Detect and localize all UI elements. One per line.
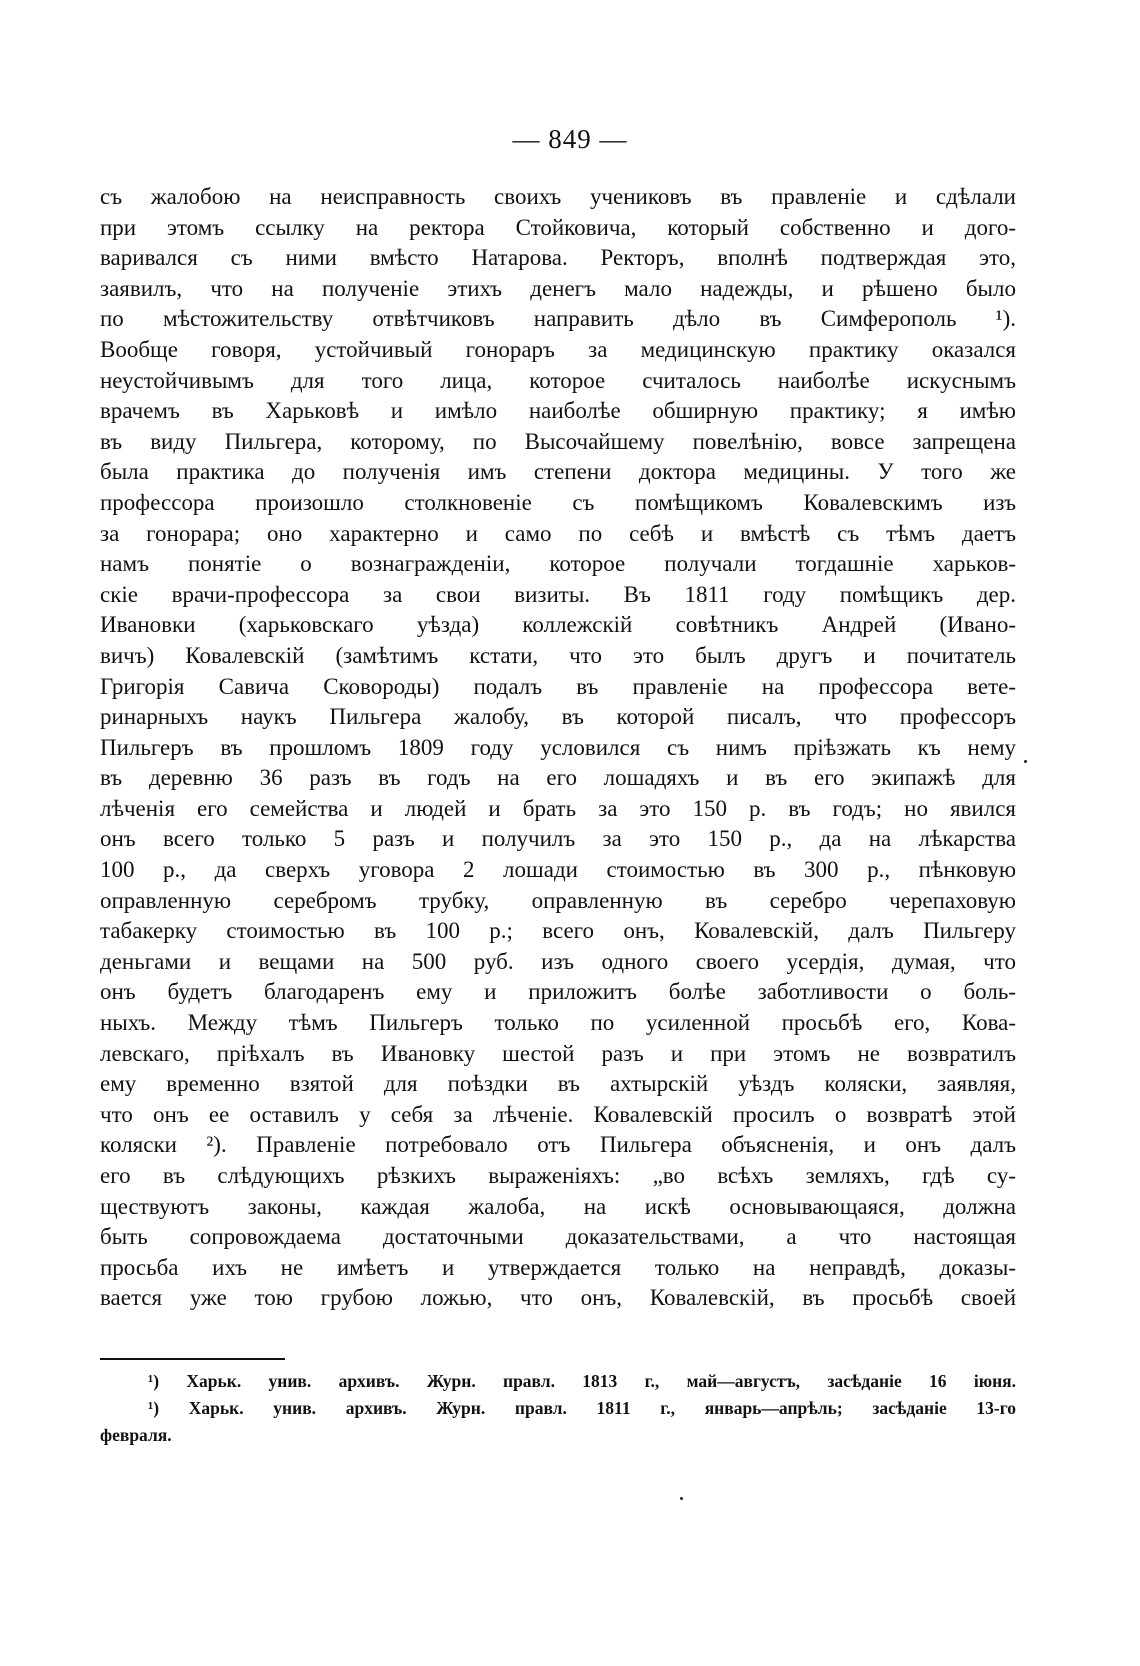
text-line: ществуютъ законы, каждая жалоба, на искѣ основывающаяся, должна	[100, 1193, 1016, 1219]
text-line: 100 р., да сверхъ уговора 2 лошади стоимостью въ 300 р., пѣнковую	[100, 857, 1016, 883]
text-line: съ жалобою на неисправность своихъ учениковъ въ правленіе и сдѣлали	[100, 184, 1016, 209]
text-line: табакерку стоимостью въ 100 р.; всего онъ, Ковалевскій, далъ Пильгеру	[100, 918, 1016, 944]
body-text	[100, 182, 1016, 1314]
text-line: по мѣстожительству отвѣтчиковъ направить дѣло въ Симферополь ¹).	[100, 306, 1016, 332]
text-line: скіе врачи-профессора за свои визиты. Въ 1811 году помѣщикъ дер.	[100, 581, 1016, 607]
scan-speck	[1024, 760, 1027, 763]
text-line: неустойчивымъ для того лица, которое считалось наиболѣе искуснымъ	[100, 367, 1016, 393]
footnote-1: ¹) Харьк. унив. архивъ. Журн. правл. 1813 г., май—августъ, засѣданіе 16 іюня.	[148, 1371, 1016, 1391]
text-line: въ деревню 36 разъ въ годъ на его лошадяхъ и въ его экипажѣ для	[100, 765, 1016, 791]
text-line: левскаго, пріѣхалъ въ Ивановку шестой разъ и при этомъ не возвратилъ	[100, 1040, 1016, 1066]
text-line: Григорія Савича Сковороды) подалъ въ правленіе на профессора вете-	[100, 673, 1016, 699]
text-line: просьба ихъ не имѣетъ и утверждается только на неправдѣ, доказы-	[100, 1254, 1016, 1280]
text-line: намъ понятіе о вознагражденіи, которое получали тогдашніе харьков-	[100, 551, 1016, 577]
text-line: врачемъ въ Харьковѣ и имѣло наиболѣе обширную практику; я имѣю	[100, 398, 1016, 424]
text-line: деньгами и вещами на 500 руб. изъ одного своего усердія, думая, что	[100, 948, 1016, 974]
text-line: его въ слѣдующихъ рѣзкихъ выраженіяхъ: „во всѣхъ земляхъ, гдѣ су-	[100, 1163, 1016, 1188]
scan-speck	[680, 1497, 683, 1500]
text-line: заявилъ, что на полученіе этихъ денегъ мало надежды, и рѣшено было	[100, 275, 1016, 301]
page-number: — 849 —	[512, 124, 628, 154]
footnotes	[100, 1368, 1016, 1449]
text-line: Ивановки (харьковскаго уѣзда) коллежскій совѣтникъ Андрей (Ивано-	[100, 612, 1016, 638]
text-line: вается уже тою грубою ложью, что онъ, Ковалевскій, въ просьбѣ своей	[100, 1285, 1016, 1311]
footnote-divider	[100, 1358, 285, 1360]
text-line: въ виду Пильгера, которому, по Высочайшему повелѣнію, вовсе запрещена	[100, 428, 1016, 454]
text-line: вичъ) Ковалевскій (замѣтимъ кстати, что это былъ другъ и почитатель	[100, 642, 1016, 668]
text-line: ныхъ. Между тѣмъ Пильгеръ только по усиленной просьбѣ его, Кова-	[100, 1010, 1016, 1036]
text-line: что онъ ее оставилъ у себя за лѣченіе. Ковалевскій просилъ о возвратѣ этой	[100, 1101, 1016, 1127]
text-line: оправленную серебромъ трубку, оправленную въ серебро черепаховую	[100, 887, 1016, 913]
text-line: ринарныхъ наукъ Пильгера жалобу, въ которой писалъ, что профессоръ	[100, 704, 1016, 730]
text-line: онъ будетъ благодаренъ ему и приложитъ болѣе заботливости о боль-	[100, 979, 1016, 1005]
text-line: при этомъ ссылку на ректора Стойковича, который собственно и дого-	[100, 214, 1016, 240]
text-line: коляски ²). Правленіе потребовало отъ Пильгера объясненія, и онъ далъ	[100, 1132, 1016, 1158]
text-line: варивался съ ними вмѣсто Натарова. Ректоръ, вполнѣ подтверждая это,	[100, 245, 1016, 271]
text-line: была практика до полученія имъ степени доктора медицины. У того же	[100, 459, 1016, 485]
text-line: за гонорара; оно характерно и само по себѣ и вмѣстѣ съ тѣмъ даетъ	[100, 520, 1016, 546]
text-line: быть сопровождаема достаточными доказательствами, а что настоящая	[100, 1224, 1016, 1250]
footnote-2-continuation: февраля.	[100, 1425, 172, 1445]
text-line: Пильгеръ въ прошломъ 1809 году условился съ нимъ пріѣзжать къ нему	[100, 734, 1016, 760]
text-line: профессора произошло столкновеніе съ помѣщикомъ Ковалевскимъ изъ	[100, 489, 1016, 515]
text-line: Вообще говоря, устойчивый гонораръ за медицинскую практику оказался	[100, 336, 1016, 362]
text-line: лѣченія его семейства и людей и брать за это 150 р. въ годъ; но явился	[100, 795, 1016, 821]
text-line: ему временно взятой для поѣздки въ ахтырскій уѣздъ коляски, заявляя,	[100, 1071, 1016, 1097]
text-line: онъ всего только 5 разъ и получилъ за это 150 р., да на лѣкарства	[100, 826, 1016, 852]
footnote-2: ¹) Харьк. унив. архивъ. Журн. правл. 1811 г., январь—апрѣль; засѣданіе 13-го	[148, 1398, 1016, 1418]
